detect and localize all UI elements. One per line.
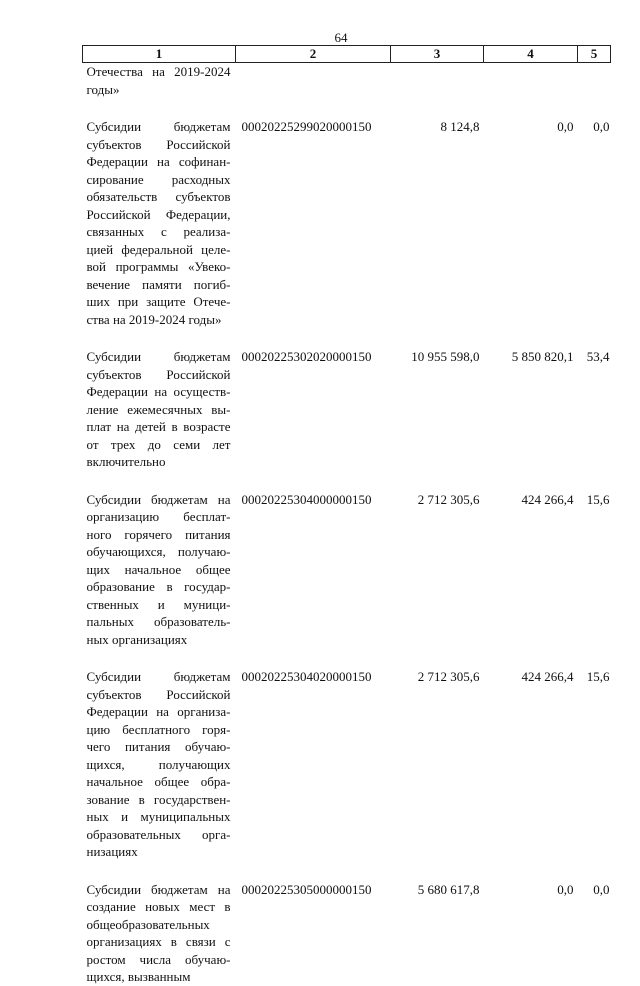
description-line: Субсидии бюджетам (86, 669, 231, 684)
description-line: образовательных орга- (86, 826, 231, 842)
description-line: от трех до семи лет (86, 436, 231, 452)
header-row (83, 46, 611, 63)
row-execution-percent: 53,4 (586, 349, 610, 364)
row-spacer (83, 471, 611, 491)
row-execution-percent: 15,6 (586, 491, 610, 507)
description-line: организацию бесплат- (86, 509, 231, 524)
row-executed-amount: 5 850 820,1 (511, 349, 574, 364)
row-description (83, 491, 236, 649)
row-approved-amount: 8 124,8 (440, 119, 480, 134)
row-executed-amount: 0,0 (557, 119, 574, 134)
row-spacer (83, 98, 611, 118)
table-row (83, 668, 611, 861)
description-line: общеобразовательных (86, 916, 210, 932)
row-execution-percent (578, 63, 611, 99)
description-line: сирование расходных (86, 171, 231, 187)
row-spacer-cell (83, 98, 611, 118)
description-line: обучающихся, получаю- (86, 544, 231, 559)
row-budget-code: 00020225302020000150 (241, 349, 372, 364)
description-line: начальное общее обра- (86, 774, 231, 789)
description-line: Субсидии бюджетам на (86, 491, 231, 507)
header-col-3: 3 (391, 46, 484, 63)
row-spacer-cell (83, 861, 611, 881)
row-description (83, 348, 236, 471)
row-budget-code: 00020225305000000150 (241, 881, 372, 897)
row-approved-amount: 10 955 598,0 (411, 349, 480, 364)
row-spacer-cell (83, 328, 611, 348)
header-col-2: 2 (236, 46, 391, 63)
table-row (83, 491, 611, 649)
description-line: ление ежемесячных вы- (86, 401, 231, 417)
description-line: чего питания обучаю- (86, 739, 231, 754)
row-execution-percent: 0,0 (593, 881, 610, 897)
row-spacer-cell (83, 648, 611, 668)
table-row (83, 63, 611, 99)
row-approved-amount: 2 712 305,6 (417, 491, 480, 507)
description-line: ных и муниципальных (86, 809, 231, 824)
description-line: субъектов Российской (86, 136, 231, 152)
description-line: ных организациях (86, 631, 188, 647)
description-line: Субсидии бюджетам (86, 349, 231, 364)
row-approved-amount: 2 712 305,6 (417, 669, 480, 684)
description-line: Отечества на 2019-2024 (86, 64, 231, 79)
row-approved-amount: 5 680 617,8 (417, 881, 480, 897)
table-row (83, 881, 611, 986)
description-line: вечение памяти погиб- (86, 276, 231, 292)
row-description (83, 63, 236, 99)
description-line: субъектов Российской (86, 686, 231, 702)
row-spacer (83, 648, 611, 668)
description-line: ственных и муници- (86, 596, 231, 612)
description-line: создание новых мест в (86, 899, 231, 914)
header-col-4: 4 (484, 46, 578, 63)
table-row (83, 118, 611, 328)
description-line: Федерации на осуществ- (86, 384, 231, 399)
row-spacer (83, 328, 611, 348)
description-line: Субсидии бюджетам (86, 119, 231, 134)
row-description (83, 668, 236, 861)
description-line: обязательств субъектов (86, 189, 231, 204)
description-line: Субсидии бюджетам на (86, 881, 231, 897)
description-line: ших при защите Отече- (86, 294, 231, 309)
description-line: Российской Федерации, (86, 206, 231, 222)
row-budget-code: 00020225304020000150 (241, 669, 372, 684)
table-body (83, 63, 611, 986)
row-execution-percent: 15,6 (586, 669, 610, 684)
description-line: щихся, получающих (86, 756, 231, 772)
row-executed-amount: 424 266,4 (521, 491, 574, 507)
description-line: ства на 2019-2024 годы» (86, 311, 222, 327)
description-line: образование в государ- (86, 579, 231, 594)
description-line: пальных образователь- (86, 614, 231, 629)
header-col-1: 1 (83, 46, 236, 63)
row-budget-code: 00020225299020000150 (241, 119, 372, 134)
description-line: организациях в связи с (86, 934, 231, 949)
row-executed-amount: 424 266,4 (521, 669, 574, 684)
budget-table (82, 45, 611, 986)
description-line: годы» (86, 81, 120, 97)
row-description (83, 118, 236, 328)
header-col-5: 5 (578, 46, 611, 63)
row-description (83, 881, 236, 986)
row-executed-amount (484, 63, 578, 99)
row-spacer (83, 861, 611, 881)
row-spacer-cell (83, 471, 611, 491)
description-line: плат на детей в возрасте (86, 419, 231, 434)
description-line: цию бесплатного горя- (86, 721, 231, 737)
row-budget-code: 00020225304000000150 (241, 491, 372, 507)
row-budget-code (236, 63, 391, 99)
description-line: вой программы «Увеко- (86, 259, 231, 274)
description-line: ростом числа обучаю- (86, 951, 231, 967)
row-execution-percent: 0,0 (593, 119, 610, 134)
description-line: субъектов Российской (86, 366, 231, 382)
description-line: включительно (86, 454, 166, 469)
description-line: щих начальное общее (86, 561, 231, 577)
description-line: ного горячего питания (86, 526, 231, 542)
description-line: Федерации на софинан- (86, 154, 231, 169)
row-executed-amount: 0,0 (557, 881, 574, 897)
description-line: цией федеральной целе- (86, 241, 231, 257)
row-approved-amount (391, 63, 484, 99)
description-line: щихся, вызванным (86, 969, 191, 984)
description-line: Федерации на организа- (86, 704, 231, 719)
description-line: связанных с реализа- (86, 224, 231, 239)
page-number: 64 (334, 30, 348, 45)
description-line: низациях (86, 844, 138, 859)
table-row (83, 348, 611, 471)
description-line: зование в государствен- (86, 791, 231, 807)
